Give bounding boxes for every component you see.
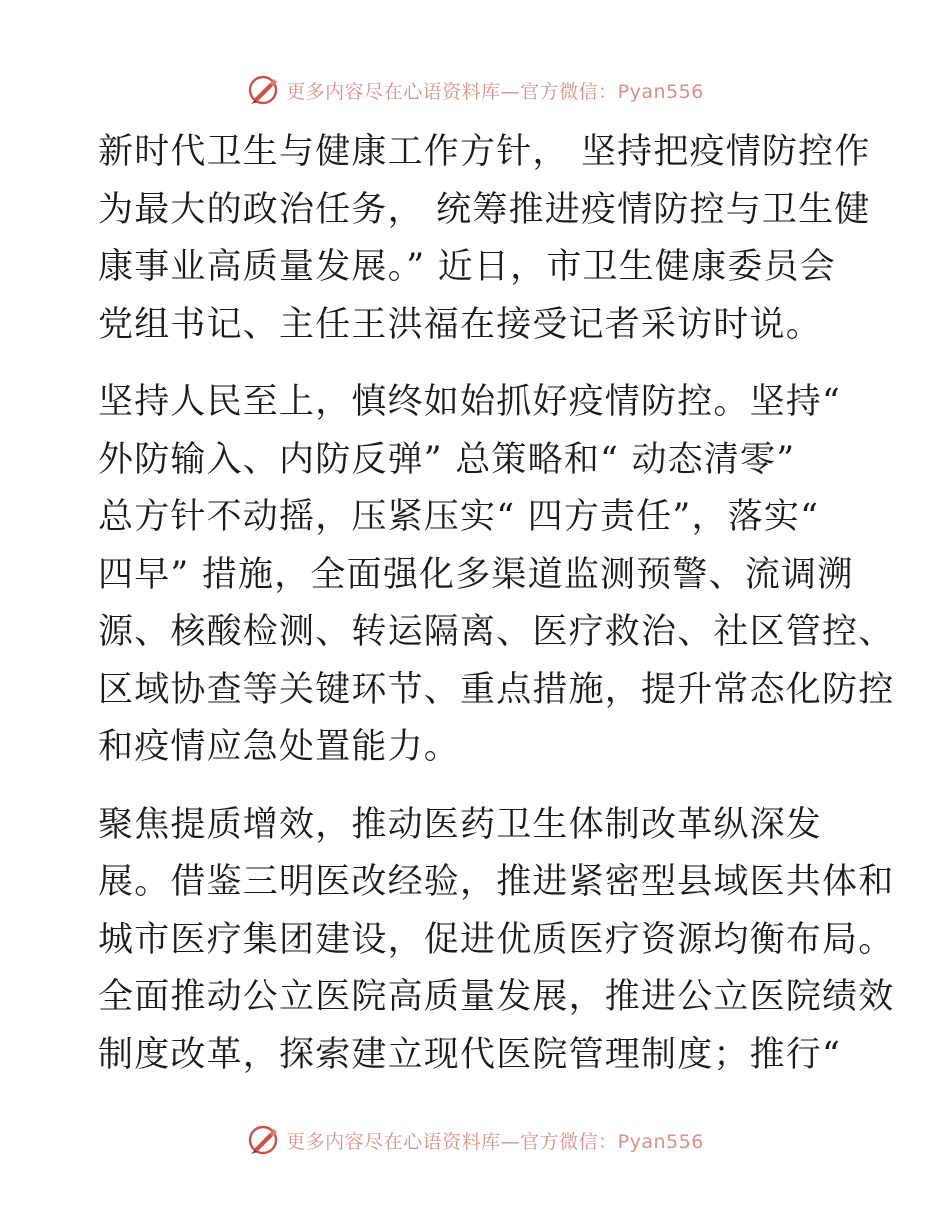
watermark-header <box>0 70 950 110</box>
text-line: 党组书记、主任王洪福在接受记者采访时说。 <box>98 304 823 345</box>
article-body <box>98 124 895 1104</box>
text-line: 新时代卫生与健康工作方针， 坚持把疫情防控作 <box>98 132 871 172</box>
text-line: 区域协查等关键环节、重点措施，提升常态化防控 <box>98 669 895 710</box>
text-line: 外防输入、内防反弹” 总策略和“ 动态清零” <box>98 439 796 480</box>
paragraph-2 <box>98 374 895 777</box>
text-line: 和疫情应急处置能力。 <box>98 727 461 767</box>
text-line: 总方针不动摇，压紧压实“ 四方责任”，落实“ <box>98 497 820 537</box>
text-line: 聚焦提质增效，推动医药卫生体制改革纵深发 <box>98 804 823 845</box>
paragraph-3 <box>98 797 895 1085</box>
text-line: 全面推动公立医院高质量发展，推进公立医院绩效 <box>98 977 895 1017</box>
text-line: 制度改革，探索建立现代医院管理制度；推行“ <box>98 1034 842 1075</box>
paragraph-1 <box>98 124 871 354</box>
text-line: 坚持人民至上，慎终如始抓好疫情防控。坚持“ <box>98 382 842 422</box>
text-line: 四早” 措施，全面强化多渠道监测预警、流调溯 <box>98 554 854 595</box>
text-line: 展。借鉴三明医改经验，推进紧密型县域医共体和 <box>98 862 895 902</box>
watermark-text: 更多内容尽在心语资料库—官方微信：Pyan556 <box>286 1130 704 1153</box>
text-line: 为最大的政治任务， 统筹推进疫情防控与卫生健 <box>98 189 871 230</box>
watermark-footer <box>0 1120 950 1160</box>
pen-logo-icon <box>246 1123 280 1157</box>
watermark-text: 更多内容尽在心语资料库—官方微信：Pyan556 <box>286 80 704 103</box>
pen-logo-icon <box>246 73 280 107</box>
text-line: 康事业高质量发展。” 近日，市卫生健康委员会 <box>98 247 836 287</box>
text-line: 源、核酸检测、转运隔离、医疗救治、社区管控、 <box>98 612 895 652</box>
text-line: 城市医疗集团建设，促进优质医疗资源均衡布局。 <box>98 919 895 960</box>
